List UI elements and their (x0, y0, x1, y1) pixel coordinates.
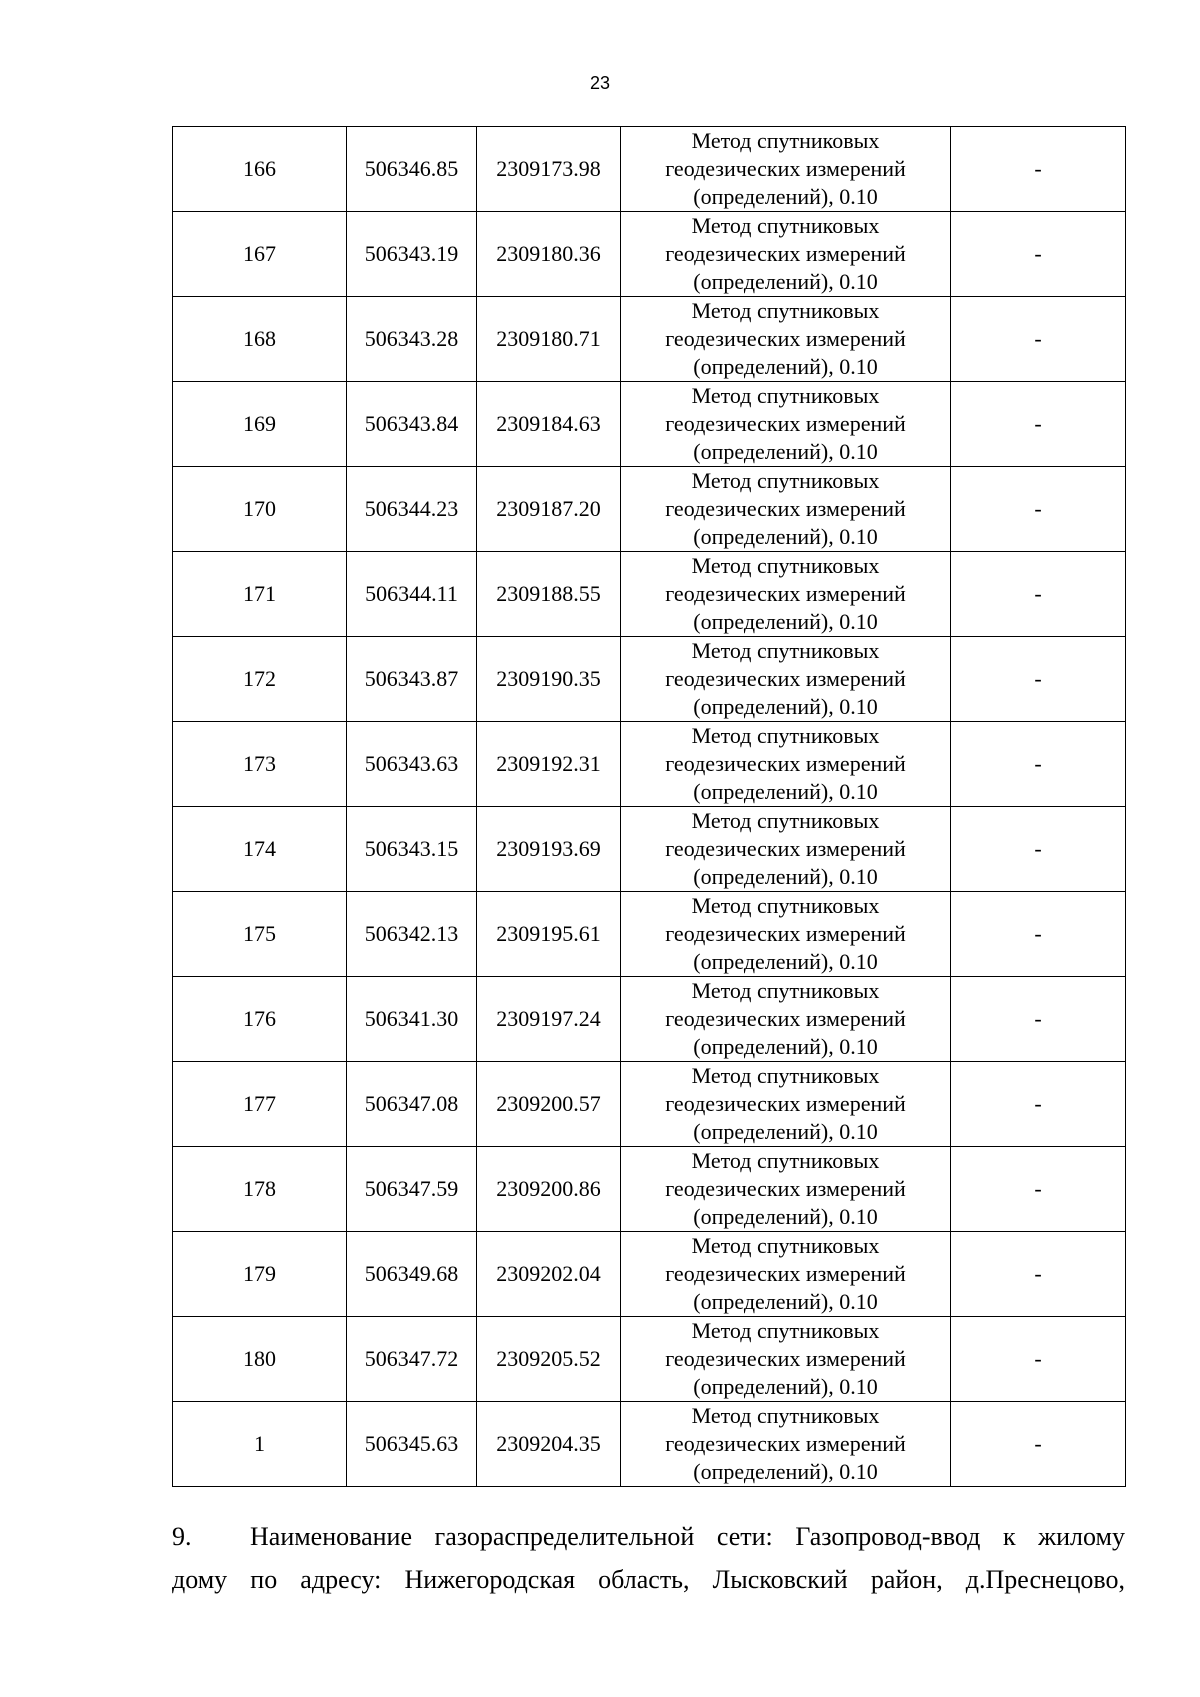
y-coordinate-cell: 2309192.31 (477, 722, 621, 807)
table-row (173, 1232, 1126, 1317)
note-cell: - (951, 1232, 1126, 1317)
note-cell: - (951, 637, 1126, 722)
method-text-line: (определений), 0.10 (693, 949, 878, 974)
y-coordinate-cell: 2309190.35 (477, 637, 621, 722)
method-cell (621, 212, 951, 297)
paragraph-line-1 (172, 1515, 1125, 1558)
table-row (173, 1147, 1126, 1232)
y-coordinate-cell: 2309205.52 (477, 1317, 621, 1402)
method-cell (621, 382, 951, 467)
method-cell (621, 552, 951, 637)
y-coordinate-cell: 2309204.35 (477, 1402, 621, 1487)
y-coordinate-cell: 2309180.71 (477, 297, 621, 382)
table-row (173, 977, 1126, 1062)
method-cell (621, 1402, 951, 1487)
note-cell: - (951, 297, 1126, 382)
method-cell (621, 1062, 951, 1147)
x-coordinate-cell: 506349.68 (347, 1232, 477, 1317)
method-text-line: геодезических измерений (665, 241, 906, 266)
method-cell (621, 297, 951, 382)
table-row (173, 637, 1126, 722)
method-text-line: (определений), 0.10 (693, 1374, 878, 1399)
y-coordinate-cell: 2309202.04 (477, 1232, 621, 1317)
note-cell: - (951, 1062, 1126, 1147)
method-text-line: геодезических измерений (665, 921, 906, 946)
method-text-line: геодезических измерений (665, 156, 906, 181)
section-paragraph (172, 1515, 1125, 1601)
note-cell: - (951, 467, 1126, 552)
method-text-line: геодезических измерений (665, 411, 906, 436)
x-coordinate-cell: 506346.85 (347, 127, 477, 212)
method-text-line: (определений), 0.10 (693, 1034, 878, 1059)
x-coordinate-cell: 506344.23 (347, 467, 477, 552)
method-cell (621, 722, 951, 807)
method-text-line: (определений), 0.10 (693, 609, 878, 634)
point-number-cell: 174 (173, 807, 347, 892)
point-number-cell: 170 (173, 467, 347, 552)
method-cell (621, 1232, 951, 1317)
method-text-line: Метод спутниковых (691, 978, 880, 1003)
method-text-line: (определений), 0.10 (693, 354, 878, 379)
table-row (173, 127, 1126, 212)
method-text-line: Метод спутниковых (691, 468, 880, 493)
table-row (173, 1402, 1126, 1487)
method-text-line: Метод спутниковых (691, 128, 880, 153)
method-text-line: геодезических измерений (665, 836, 906, 861)
x-coordinate-cell: 506343.28 (347, 297, 477, 382)
method-text-line: Метод спутниковых (691, 1403, 880, 1428)
method-text-line: Метод спутниковых (691, 383, 880, 408)
point-number-cell: 168 (173, 297, 347, 382)
note-cell: - (951, 1402, 1126, 1487)
note-cell: - (951, 1317, 1126, 1402)
point-number-cell: 177 (173, 1062, 347, 1147)
table-row (173, 297, 1126, 382)
paragraph-text-line-2: дому по адресу: Нижегородская область, Лысковский район, д.Преснецово, (172, 1565, 1125, 1594)
point-number-cell: 176 (173, 977, 347, 1062)
method-text-line: геодезических измерений (665, 1261, 906, 1286)
point-number-cell: 175 (173, 892, 347, 977)
paragraph-text-line-1: Наименование газораспределительной сети: Газопровод-ввод к жилому (250, 1522, 1125, 1551)
method-text-line: геодезических измерений (665, 326, 906, 351)
method-text-line: (определений), 0.10 (693, 269, 878, 294)
x-coordinate-cell: 506344.11 (347, 552, 477, 637)
method-cell (621, 807, 951, 892)
method-text-line: Метод спутниковых (691, 723, 880, 748)
method-cell (621, 127, 951, 212)
page-number: 23 (589, 73, 611, 93)
point-number-cell: 166 (173, 127, 347, 212)
method-cell (621, 467, 951, 552)
y-coordinate-cell: 2309184.63 (477, 382, 621, 467)
method-text-line: геодезических измерений (665, 1176, 906, 1201)
method-text-line: Метод спутниковых (691, 213, 880, 238)
table-row (173, 552, 1126, 637)
method-text-line: (определений), 0.10 (693, 779, 878, 804)
table-row (173, 892, 1126, 977)
method-text-line: (определений), 0.10 (693, 864, 878, 889)
method-text-line: (определений), 0.10 (693, 1204, 878, 1229)
table-row (173, 212, 1126, 297)
y-coordinate-cell: 2309193.69 (477, 807, 621, 892)
table-row (173, 1062, 1126, 1147)
method-text-line: геодезических измерений (665, 751, 906, 776)
x-coordinate-cell: 506347.59 (347, 1147, 477, 1232)
point-number-cell: 172 (173, 637, 347, 722)
table-row (173, 807, 1126, 892)
method-text-line: (определений), 0.10 (693, 524, 878, 549)
method-text-line: Метод спутниковых (691, 1148, 880, 1173)
coordinates-table-body (173, 127, 1126, 1487)
x-coordinate-cell: 506342.13 (347, 892, 477, 977)
method-text-line: геодезических измерений (665, 1006, 906, 1031)
point-number-cell: 171 (173, 552, 347, 637)
method-text-line: (определений), 0.10 (693, 1119, 878, 1144)
y-coordinate-cell: 2309188.55 (477, 552, 621, 637)
method-text-line: Метод спутниковых (691, 1063, 880, 1088)
y-coordinate-cell: 2309200.86 (477, 1147, 621, 1232)
method-cell (621, 1147, 951, 1232)
method-text-line: геодезических измерений (665, 496, 906, 521)
note-cell: - (951, 127, 1126, 212)
point-number-cell: 173 (173, 722, 347, 807)
coordinates-table (172, 126, 1126, 1487)
table-row (173, 1317, 1126, 1402)
x-coordinate-cell: 506343.84 (347, 382, 477, 467)
method-text-line: (определений), 0.10 (693, 439, 878, 464)
x-coordinate-cell: 506343.15 (347, 807, 477, 892)
method-cell (621, 637, 951, 722)
x-coordinate-cell: 506347.08 (347, 1062, 477, 1147)
method-text-line: геодезических измерений (665, 666, 906, 691)
point-number-cell: 169 (173, 382, 347, 467)
point-number-cell: 178 (173, 1147, 347, 1232)
point-number-cell: 1 (173, 1402, 347, 1487)
method-text-line: Метод спутниковых (691, 553, 880, 578)
table-row (173, 382, 1126, 467)
note-cell: - (951, 382, 1126, 467)
method-text-line: Метод спутниковых (691, 808, 880, 833)
note-cell: - (951, 722, 1126, 807)
note-cell: - (951, 552, 1126, 637)
method-text-line: геодезических измерений (665, 1091, 906, 1116)
section-number: 9. (172, 1522, 192, 1551)
method-cell (621, 1317, 951, 1402)
x-coordinate-cell: 506347.72 (347, 1317, 477, 1402)
method-text-line: Метод спутниковых (691, 1318, 880, 1343)
x-coordinate-cell: 506343.87 (347, 637, 477, 722)
x-coordinate-cell: 506345.63 (347, 1402, 477, 1487)
method-text-line: (определений), 0.10 (693, 694, 878, 719)
point-number-cell: 167 (173, 212, 347, 297)
y-coordinate-cell: 2309187.20 (477, 467, 621, 552)
method-text-line: геодезических измерений (665, 581, 906, 606)
y-coordinate-cell: 2309200.57 (477, 1062, 621, 1147)
y-coordinate-cell: 2309197.24 (477, 977, 621, 1062)
method-text-line: Метод спутниковых (691, 298, 880, 323)
note-cell: - (951, 807, 1126, 892)
y-coordinate-cell: 2309180.36 (477, 212, 621, 297)
method-text-line: Метод спутниковых (691, 893, 880, 918)
point-number-cell: 179 (173, 1232, 347, 1317)
table-row (173, 467, 1126, 552)
note-cell: - (951, 1147, 1126, 1232)
method-cell (621, 977, 951, 1062)
table-row (173, 722, 1126, 807)
method-text-line: геодезических измерений (665, 1431, 906, 1456)
x-coordinate-cell: 506343.63 (347, 722, 477, 807)
point-number-cell: 180 (173, 1317, 347, 1402)
method-text-line: (определений), 0.10 (693, 184, 878, 209)
y-coordinate-cell: 2309173.98 (477, 127, 621, 212)
note-cell: - (951, 977, 1126, 1062)
y-coordinate-cell: 2309195.61 (477, 892, 621, 977)
method-text-line: (определений), 0.10 (693, 1289, 878, 1314)
method-cell (621, 892, 951, 977)
note-cell: - (951, 212, 1126, 297)
method-text-line: Метод спутниковых (691, 1233, 880, 1258)
method-text-line: Метод спутниковых (691, 638, 880, 663)
x-coordinate-cell: 506341.30 (347, 977, 477, 1062)
note-cell: - (951, 892, 1126, 977)
method-text-line: геодезических измерений (665, 1346, 906, 1371)
method-text-line: (определений), 0.10 (693, 1459, 878, 1484)
x-coordinate-cell: 506343.19 (347, 212, 477, 297)
